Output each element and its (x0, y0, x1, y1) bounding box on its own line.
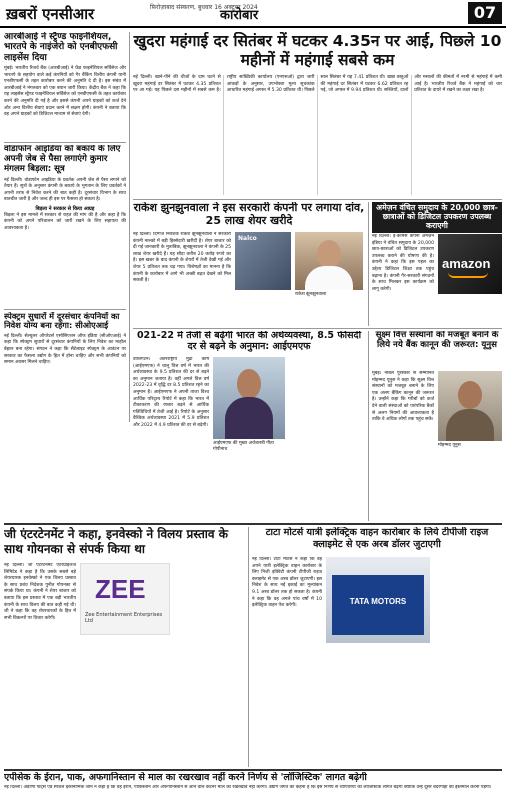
article-msme (372, 331, 502, 521)
zee-logo-subtitle: Zee Entertainment Enterprises Ltd (85, 612, 163, 624)
divider (248, 527, 249, 767)
body-tata: नई दिल्ली। टाटा मोटर्स ने कहा कि वह अपने यात्री इलेक्ट्रिक वाहन कारोबार के लिए निजी इक्विटी कंपनी टीपीजी राइज क्लाइमेट से एक अरब डॉलर जुटाएगी। इस निवेश के साथ नई इकाई का मूल्यांकन 9.1 अरब डॉलर तक हो सकता है। कंपनी ने कहा कि वह अगले पांच वर्षों में 10 इलेक्ट्रिक वाहन पेश करेगी। (252, 557, 322, 609)
tata-photo (326, 557, 430, 643)
divider (4, 523, 502, 525)
yunus-photo (438, 371, 502, 441)
gopinath-head (237, 369, 261, 399)
body-rbi: मुंबई। भारतीय रिजर्व बैंक (आरबीआई) ने फ्रेंड फाइनेंशियल सर्विसेज और भारतपे के सहयोग वाले कई कंपनियों को गैर बैंकिंग वित्तीय कंपनी यानी एनबीएफसी के तहत कारोबार करने की अनुमति दे दी है। इस संबंध में आरबीआई ने मंगलवार को एक बयान जारी किया। केंद्रीय बैंक ने कहा कि यह लाइसेंस स्ट्रैण्ड फाइनेंशियल सर्विसेज को एनबीएफसी के तहत कारोबार करने की अनुमति दी गई है और इससे कंपनी अपने ग्राहकों को कर्ज देने और अन्य वित्तीय सेवाएं प्रदान करने में सक्षम होगी। कंपनी ने बताया कि वह अपने ग्राहकों को डिजिटल माध्यम से सेवाएं देगी। (4, 66, 126, 118)
zee-logo-panel (80, 563, 170, 635)
zee-logo: ZEE (95, 574, 146, 604)
masthead (0, 0, 506, 28)
divider (133, 328, 502, 329)
left-column-continuation (4, 424, 126, 520)
headline-rbi: आरबीआई ने स्ट्रैण्ड फाइनेंशियल, भारतपे के नाइंजेरो को एनबीएफसी लाइसेंस दिया (4, 32, 118, 63)
divider (129, 32, 130, 422)
portrait-head (317, 240, 341, 268)
article-coai (4, 312, 126, 420)
body-tata-cont (434, 557, 502, 763)
body-logistics: नई दिल्ली। अडाणी पोर्ट्स एंड स्पेशल इकोनॉमिक जोन ने कहा है कि वह ईरान, पाकिस्तान और अफगानिस्तान से आने वाले कंटेनर माल का रखरखाव नहीं करेगी। उद्योग जगत का कहना है कि इस निर्णय से व्यापारियों की लॉजिस्टिक लागत बढ़ेगी क्योंकि उन्हें दूसरे बंदरगाहों का इस्तेमाल करना पड़ेगा। (4, 785, 492, 790)
amazon-logo-text: amazon (442, 256, 491, 271)
body-amazon: नई दिल्ली। ई-कॉमर्स कंपनी अमेज़न इंडिया ने वंचित समुदाय के 20,000 छात्र-छात्राओं को डिजिटल उपकरण उपलब्ध कराने की घोषणा की है। कंपनी ने कहा कि इस पहल का उद्देश्य डिजिटल शिक्षा तक पहुंच बढ़ाना है। कंपनी गैर-सरकारी संगठनों के साथ मिलकर इस कार्यक्रम को लागू करेगी। (372, 234, 434, 292)
body-vodafone: नई दिल्ली। वोडाफोन आइडिया के प्रवर्तक अपनी जेब से पैसा लगाने को तैयार हैं। सूत्रों के अनुसार कंपनी के बकाये के भुगतान के लिए प्रवर्तकों ने अपनी तरफ से निवेश करने की बात कही है। दूरसंचार विभाग के साथ बातचीत जारी है और जल्द ही इस पर फैसला हो सकता है। (4, 177, 126, 203)
headline-coai: स्पेक्ट्रम सुधारों में दूरसंचार कंपनियों का निवेश योग्य बना रहेगा: सीओएआई (4, 312, 120, 331)
headline-vodafone: वोडाफोन आइडिया को बकाये के लिए अपनी जेब से पैसा लगाएंगे कुमार मंगलम बिड़ला: सूत्र (4, 145, 121, 174)
headline-amazon: अमेज़न वंचित समुदाय के 20,000 छात्र-छात्राओं को डिजिटल उपकरण उपलब्ध कराएगी (376, 203, 498, 230)
divider (368, 202, 369, 326)
gopinath-photo (213, 357, 285, 439)
body-zee: नई दिल्ली। जी एंटरटेनमेंट एंटरप्राइजेज लिमिटेड ने कहा है कि उसके सबसे बड़े शेयरधारक इनवेस्को ने एक विलय प्रस्ताव के साथ प्रबंध निदेशक पुनीत गोयनका से संपर्क किया था। कंपनी ने शेयर बाजार को बताया कि इस प्रस्ताव में एक बड़ी भारतीय कंपनी के साथ विलय की बात कही गई थी। जी ने कहा कि वह शेयरधारकों के हित में सभी विकल्पों पर विचार करेगी। (4, 563, 76, 621)
headline-jhunjhunwala: राकेश झुनझुनवाला ने इस सरकारी कंपनी पर लगाया दांव, 25 लाख शेयर खरीदे (133, 202, 365, 227)
amazon-smile-icon (448, 272, 488, 278)
headline-msme: सूक्ष्म वित्त संस्थानों को मजबूत बनाने के लिये नये बैंक कानून की जरूरत: यूनुस (375, 331, 499, 350)
section-title: कारोबार (220, 8, 259, 23)
body-zee-cont (174, 563, 244, 763)
headline-logistics: एपीसेक के ईरान, पाक, अफगानिस्तान से माल का रखरखाव नहीं करने निर्णय से 'लॉजिस्टिक' लागत बढ़ेगी (4, 772, 367, 783)
body-coai: नई दिल्ली। सेल्युलर ऑपरेटर्स एसोसिएशन ऑफ इंडिया (सीओएआई) ने कहा कि स्पेक्ट्रम सुधारों से दूरसंचार कंपनियों के लिए निवेश का माहौल बेहतर बना रहेगा। संगठन ने कहा कि सैटेलाइट स्पेक्ट्रम के आवंटन पर सरकार का फैसला उद्योग के हित में होना चाहिए और सभी कंपनियों को समान अवसर मिलने चाहिए। (4, 333, 126, 366)
article-zee (4, 527, 244, 767)
amazon-photo (438, 234, 502, 294)
nalco-photo (235, 232, 291, 290)
caption-msme: मोहम्मद यूनुस (438, 443, 461, 448)
amazon-headline-box (372, 202, 502, 233)
body2-vodafone: बिड़ला ने इस मामले में सरकार से राहत की मांग की है और कहा है कि कंपनी को अपने परिचालन को जारी रखने के लिए सहायता की आवश्यकता है। (4, 212, 126, 231)
tata-logo-text: TATA MOTORS (349, 597, 407, 606)
body-jhunjhunwala-cont (235, 300, 363, 324)
subhead-vodafone: बिड़ला ने सरकार से किया आग्रह (35, 206, 95, 212)
body-growth: वाशिंगटन। अंतरराष्ट्रीय मुद्रा कोष (आईएमएफ) ने चालू वित्त वर्ष में भारत की अर्थव्यवस्था के 9.5 प्रतिशत की दर से बढ़ने का अनुमान जताया है। वहीं अगले वित्त वर्ष 2022-23 में वृद्धि दर 8.5 प्रतिशत रहने का अनुमान है। आईएमएफ ने अपनी ताजा विश्व आर्थिक परिदृश्य रिपोर्ट में कहा कि भारत में टीकाकरण की रफ्तार बढ़ने से आर्थिक गतिविधियों में तेजी आई है। रिपोर्ट के अनुसार वैश्विक अर्थव्यवस्था 2021 में 5.9 प्रतिशत और 2022 में 4.9 प्रतिशत की दर से बढ़ेगी। (133, 357, 209, 428)
photo-label: Nalco (238, 235, 257, 242)
article-tata (252, 527, 502, 767)
body-growth-cont (289, 357, 365, 519)
article-logistics (4, 772, 502, 798)
dateline: फ़िरोज़ाबाद संस्करण, बुधवार 16 अक्टूबर 2024 (150, 4, 258, 11)
article-amazon (372, 202, 502, 326)
body-msme: मुंबई। नोबेल पुरस्कार से सम्मानित मोहम्मद यूनुस ने कहा कि सूक्ष्म वित्त संस्थानों को मजबूत बनाने के लिए एक अलग बैंकिंग कानून की जरूरत है। उन्होंने कहा कि गरीबों को कर्ज देने वाली संस्थाओं को पारंपरिक बैंकों से अलग नियमों की आवश्यकता है ताकि वे अधिक लोगों तक पहुंच सकें। (372, 371, 434, 423)
brand-name: ख़बरों एनसीआर (6, 5, 95, 23)
yunus-body (446, 409, 494, 441)
divider (4, 769, 502, 771)
yunus-head (458, 381, 482, 409)
gopinath-body (225, 397, 273, 439)
headline-inflation: खुदरा महंगाई दर सितंबर में घटकर 4.35न पर आई, पिछले 10 महीनों में महंगाई सबसे कम (133, 32, 502, 69)
caption-jhunjhunwala: राकेश झुनझुनवाला (295, 292, 327, 297)
article-inflation (133, 32, 502, 198)
body-inflation: नई दिल्ली। खाने-पीने की चीजों के दाम घटने से खुदरा महंगाई दर सितंबर में घटकर 4.35 प्रतिशत पर आ गई। यह पिछले दस महीनों में सबसे कम है। राष्ट्रीय सांख्यिकी कार्यालय (एनएसओ) द्वारा जारी आंकड़ों के अनुसार, उपभोक्ता मूल्य सूचकांक आधारित महंगाई अगस्त में 5.30 प्रतिशत थी। पिछले साल सितंबर में यह 7.41 प्रतिशत थी। खाद्य वस्तुओं की महंगाई दर सितंबर में घटकर 6.62 प्रतिशत रह गई, जो अगस्त में 9.94 प्रतिशत थी। सब्जियों, दालों और मसालों की कीमतों में नरमी से महंगाई में कमी आई है। भारतीय रिजर्व बैंक ने महंगाई को चार प्रतिशत के दायरे में रखने का लक्ष्य रखा है। (133, 75, 502, 94)
divider (368, 331, 369, 521)
divider (4, 142, 126, 143)
article-rbi (4, 32, 126, 140)
headline-tata: टाटा मोटर्स यात्री इलेक्ट्रिक वाहन कारोबार के लिये टीपीजी राइज क्लाइमेट से एक अरब डॉलर जुटाएगी (265, 527, 489, 550)
divider (133, 199, 502, 200)
article-jhunjhunwala (133, 202, 365, 326)
headline-growth: 021-22 में तेजी से बढ़ेगी भारत की अर्थव्यवस्था, 8.5 फीसदी दर से बढ़ने के अनुमान: आईएमएफ (136, 331, 362, 352)
headline-zee: जी एंटरटेनमेंट ने कहा, इनवेस्को ने विलय प्रस्ताव के साथ गोयनका से संपर्क किया था (4, 527, 228, 556)
page-number: 07 (468, 2, 502, 24)
article-vodafone (4, 145, 126, 307)
portrait-photo (295, 232, 363, 290)
portrait-body (305, 266, 353, 290)
divider (4, 309, 126, 310)
article-growth (133, 331, 365, 521)
caption-growth: आईएमएफ की मुख्य अर्थशास्त्री गीता गोपीनाथ (213, 441, 274, 452)
body-jhunjhunwala: नई दिल्ली। दिग्गज निवेशक राकेश झुनझुनवाला ने सरकारी कंपनी नाल्को में बड़ी हिस्सेदारी खरीदी है। शेयर बाजार को दी गई जानकारी के मुताबिक, झुनझुनवाला ने कंपनी के 25 लाख शेयर खरीदे हैं। यह सौदा करीब 20 करोड़ रुपये का है। इस खबर के बाद कंपनी के शेयरों में तेजी देखी गई और शेयर 5 प्रतिशत तक चढ़ गया। विशेषज्ञों का मानना है कि कंपनी के कारोबार में आगे भी अच्छी बढ़त देखने को मिल सकती है। (133, 232, 231, 284)
